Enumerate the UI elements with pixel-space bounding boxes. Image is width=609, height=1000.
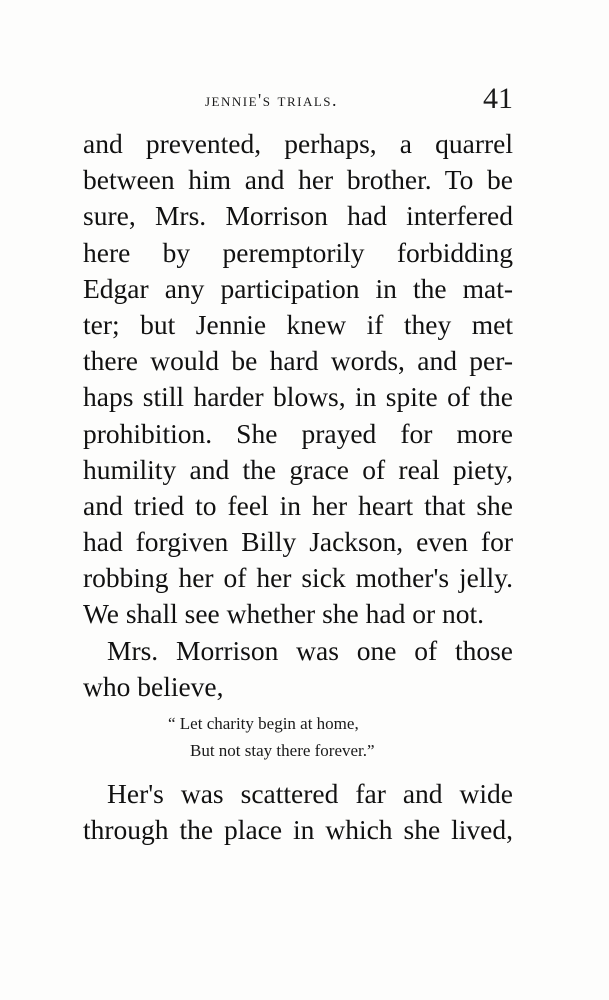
text-line: We shall see whether she had or not. [83,598,484,630]
text-line: here by peremptorily forbidding [83,236,513,268]
text-line: prohibition. She prayed for more [83,417,513,449]
quote-line: But not stay there forever.” [190,741,375,760]
text-line: Mrs. Morrison was one of those [107,634,513,666]
text-line: had forgiven Billy Jackson, even for [83,526,513,558]
text-line: and prevented, perhaps, a quarrel [83,128,513,159]
text-line: there would be hard words, and per- [83,345,513,377]
text-line: through the place in which she lived, [83,814,513,846]
running-title: jennie's trials. [205,90,339,110]
paragraph-block [83,126,513,705]
text-line: Her's was scattered far and wide [107,778,513,809]
text-line: haps still harder blows, in spite of the [83,381,513,413]
text-line: and tried to feel in her heart that she [83,489,513,521]
running-header [0,80,609,120]
text-line: who believe, [83,670,224,702]
text-line: robbing her of her sick mother's jelly. [83,562,513,594]
text-line: between him and her brother. To be [83,164,513,196]
text-line: ter; but Jennie knew if they met [83,308,513,340]
block-quote [0,710,609,764]
text-line: humility and the grace of real piety, [83,453,513,485]
page-number: 41 [483,82,513,115]
quote-line: “ Let charity begin at home, [168,714,359,733]
text-line: sure, Mrs. Morrison had interfered [83,200,513,232]
paragraph-block [83,776,513,848]
text-line: Edgar any participation in the mat- [83,272,513,304]
